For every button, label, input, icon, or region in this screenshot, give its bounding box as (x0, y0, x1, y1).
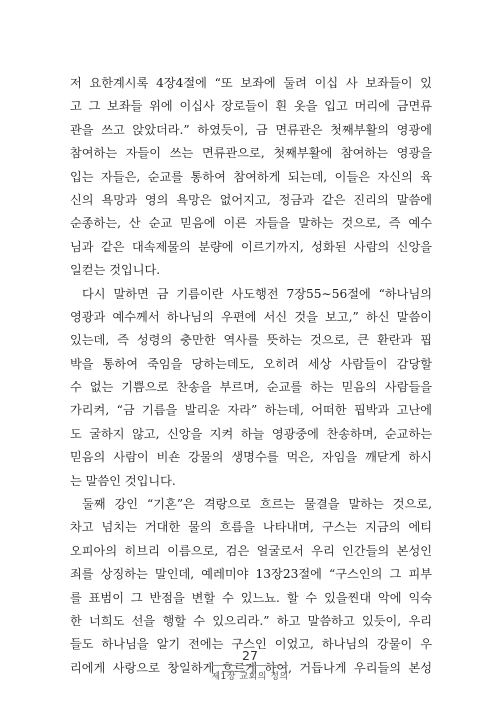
text-line: 일컫는 것입니다. (70, 263, 161, 278)
footer-divider (212, 665, 288, 666)
text-line: 들도 하나님을 알기 전에는 구스인 이었고, 하나님의 강물이 우 (70, 637, 432, 652)
text-line: 수 없는 기쁨으로 찬송을 부르며, 순교를 하는 믿음의 사람들을 (70, 380, 432, 395)
text-line: 관을 쓰고 앉았더라.” 하였듯이, 금 면류관은 첫째부활의 영광에 (70, 122, 432, 137)
text-line: 죄를 상징하는 말인데, 예레미야 13장23절에 “구스인의 그 피부 (70, 567, 432, 582)
running-footer-chapter: 제1장 교회의 정의 (211, 672, 289, 682)
text-line: 차고 넘치는 거대한 물의 흐름을 나타내며, 구스는 지금의 에티 (70, 520, 432, 535)
text-line: 도 굴하지 않고, 신앙을 지켜 하늘 영광중에 찬송하며, 순교하는 (70, 426, 432, 441)
text-line: 가리켜, “금 기름을 발리운 자라” 하는데, 어떠한 핍박과 고난에 (70, 403, 432, 418)
paragraph-start-line: 둘째 강인 “기혼”은 격랑으로 흐르는 물결을 말하는 것으로, (82, 497, 432, 512)
text-line: 오피아의 히브리 이름으로, 검은 얼굴로서 우리 인간들의 본성인 (70, 543, 432, 558)
text-line: 영광과 예수께서 하나님의 우편에 서신 것을 보고,” 하신 말씀이 (70, 309, 432, 324)
text-line: 는 말씀인 것입니다. (70, 473, 176, 488)
text-line: 를 표범이 그 반점을 변할 수 있느뇨. 할 수 있을찐대 악에 익숙 (70, 590, 432, 605)
paragraph-start-line: 다시 말하면 금 기름이란 사도행전 7장55∼56절에 “하나님의 (82, 286, 432, 301)
text-line: 순종하는, 산 순교 믿음에 이른 자들을 말하는 것으로, 즉 예수 (70, 216, 432, 231)
text-line: 한 너희도 선을 행할 수 있으리라.” 하고 말씀하고 있듯이, 우리 (70, 613, 432, 628)
text-line: 박을 통하여 죽임을 당하는데도, 오히려 세상 사람들이 감당할 (70, 356, 432, 371)
text-line: 참여하는 자들이 쓰는 면류관으로, 첫째부활에 참여하는 영광을 (70, 146, 432, 161)
body-text (70, 72, 432, 680)
text-line: 입는 자들은, 순교를 통하여 참여하게 되는데, 이들은 자신의 육 (70, 169, 432, 184)
text-line: 있는데, 즉 성령의 충만한 역사를 뜻하는 것으로, 큰 환란과 핍 (70, 333, 432, 348)
text-line: 리에게 사랑으로 창일하게 흐르게 하여, 거듭나게 우리들의 본성 (70, 660, 432, 675)
text-line: 저 요한계시록 4장4절에 “또 보좌에 둘려 이십 사 보좌들이 있 (70, 76, 432, 90)
text-line: 믿음의 사람이 비숀 강물의 생명수를 먹은, 자임을 깨닫게 하시 (70, 450, 432, 465)
text-line: 신의 욕망과 영의 욕망은 없어지고, 정금과 같은 진리의 말씀에 (70, 192, 432, 207)
text-line: 님과 같은 대속제물의 분량에 이르기까지, 성화된 사람의 신앙을 (70, 239, 432, 254)
page-number: 27 (242, 648, 258, 663)
text-line: 고 그 보좌들 위에 이십사 장로들이 흰 옷을 입고 머리에 금면류 (70, 99, 432, 114)
